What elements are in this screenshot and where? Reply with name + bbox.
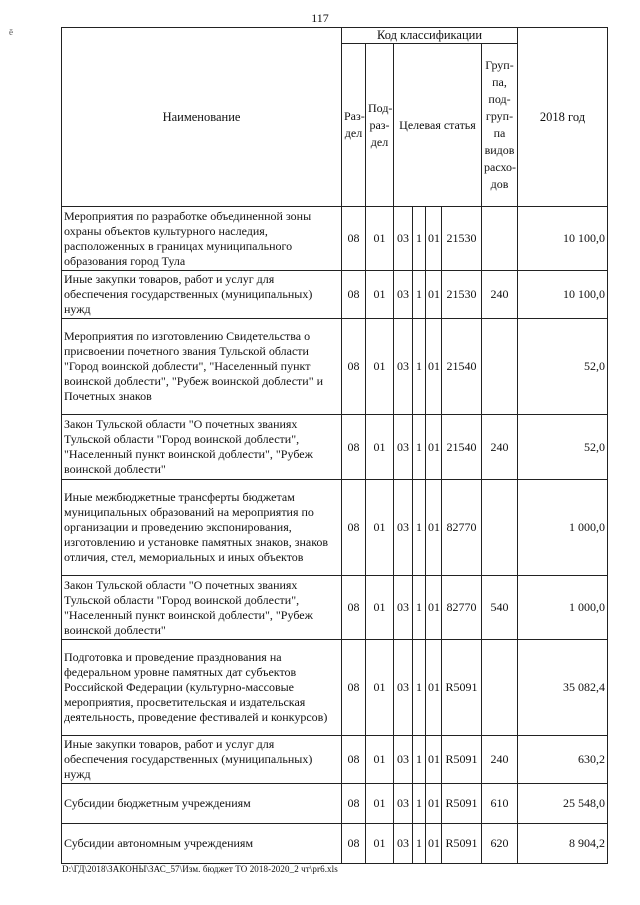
row-target-direction: 82770	[442, 480, 482, 576]
row-target-direction: R5091	[442, 824, 482, 864]
row-target-subprogram: 1	[413, 784, 426, 824]
row-amount: 8 904,2	[518, 824, 608, 864]
row-target-main-event: 01	[426, 824, 442, 864]
row-amount: 25 548,0	[518, 784, 608, 824]
row-target-subprogram: 1	[413, 480, 426, 576]
row-target-main-event: 01	[426, 207, 442, 271]
row-name: Закон Тульской области "О почетных званиях Тульской области "Город воинской доблести", "Населенный пункт воинской доблести", "Рубеж воинской доблести"	[62, 415, 342, 480]
row-target-direction: 21530	[442, 271, 482, 319]
footer-file-path: D:\ГД\2018\ЗАКОНЫ\ЗАС_57\Изм. бюджет ТО 2018-2020_2 чт\pr6.xls	[62, 864, 338, 874]
row-section: 08	[342, 207, 366, 271]
row-subsection: 01	[366, 824, 394, 864]
row-section: 08	[342, 319, 366, 415]
row-amount: 1 000,0	[518, 576, 608, 640]
header-name: Наименование	[62, 28, 342, 207]
row-target-main-event: 01	[426, 640, 442, 736]
row-expense-type: 540	[482, 576, 518, 640]
row-expense-type: 610	[482, 784, 518, 824]
header-section-text: Раз- дел	[344, 109, 365, 140]
row-expense-type: 620	[482, 824, 518, 864]
row-target-subprogram: 1	[413, 824, 426, 864]
row-name: Подготовка и проведение празднования на федеральном уровне памятных дат субъектов Российской Федерации (культурно-массовые мероприятия, просветительская и издательская деятельность, проведение фестивалей и конкурсов)	[62, 640, 342, 736]
row-expense-type: 240	[482, 415, 518, 480]
row-name: Мероприятия по изготовлению Свидетельства о присвоении почетного звания Тульской области "Город воинской доблести", "Населенный пункт воинской доблести", "Рубеж воинской доблести" и Почетных знаков	[62, 319, 342, 415]
row-target-program: 03	[394, 576, 413, 640]
row-subsection: 01	[366, 480, 394, 576]
row-name: Субсидии бюджетным учреждениям	[62, 784, 342, 824]
row-name: Мероприятия по разработке объединенной зоны охраны объектов культурного наследия, расположенных в границах муниципального образования город Тула	[62, 207, 342, 271]
row-name: Субсидии автономным учреждениям	[62, 824, 342, 864]
row-target-subprogram: 1	[413, 415, 426, 480]
row-target-program: 03	[394, 319, 413, 415]
row-subsection: 01	[366, 319, 394, 415]
row-section: 08	[342, 576, 366, 640]
header-group-text: Груп- па, под- груп- па видов расхо- дов	[484, 58, 517, 191]
row-section: 08	[342, 271, 366, 319]
row-section: 08	[342, 640, 366, 736]
row-section: 08	[342, 824, 366, 864]
row-section: 08	[342, 415, 366, 480]
row-expense-type: 240	[482, 736, 518, 784]
row-amount: 10 100,0	[518, 271, 608, 319]
table-row	[62, 319, 608, 415]
page-number: 117	[311, 11, 329, 25]
row-amount: 35 082,4	[518, 640, 608, 736]
row-amount: 630,2	[518, 736, 608, 784]
row-amount: 1 000,0	[518, 480, 608, 576]
row-name: Закон Тульской области "О почетных званиях Тульской области "Город воинской доблести", "Населенный пункт воинской доблести", "Рубеж воинской доблести"	[62, 576, 342, 640]
row-target-subprogram: 1	[413, 640, 426, 736]
row-target-subprogram: 1	[413, 319, 426, 415]
row-name: Иные закупки товаров, работ и услуг для обеспечения государственных (муниципальных) нужд	[62, 271, 342, 319]
row-section: 08	[342, 480, 366, 576]
row-amount: 52,0	[518, 319, 608, 415]
row-target-main-event: 01	[426, 271, 442, 319]
row-expense-type	[482, 319, 518, 415]
row-subsection: 01	[366, 784, 394, 824]
row-target-direction: R5091	[442, 640, 482, 736]
table-row	[62, 736, 608, 784]
header-target: Целевая статья	[394, 44, 482, 207]
row-target-main-event: 01	[426, 415, 442, 480]
row-target-direction: R5091	[442, 736, 482, 784]
row-section: 08	[342, 736, 366, 784]
row-expense-type	[482, 480, 518, 576]
row-target-program: 03	[394, 415, 413, 480]
row-target-program: 03	[394, 480, 413, 576]
header-subsection-text: Под- раз- дел	[368, 100, 393, 149]
row-subsection: 01	[366, 271, 394, 319]
table-row	[62, 480, 608, 576]
row-target-program: 03	[394, 271, 413, 319]
row-target-direction: 21540	[442, 415, 482, 480]
row-target-main-event: 01	[426, 576, 442, 640]
table-row	[62, 207, 608, 271]
row-expense-type	[482, 207, 518, 271]
margin-mark: ē	[9, 27, 13, 37]
row-target-subprogram: 1	[413, 207, 426, 271]
budget-table	[61, 27, 608, 864]
row-expense-type	[482, 640, 518, 736]
row-target-main-event: 01	[426, 736, 442, 784]
table-row	[62, 640, 608, 736]
table-row	[62, 415, 608, 480]
row-target-main-event: 01	[426, 784, 442, 824]
row-name: Иные межбюджетные трансферты бюджетам муниципальных образований на мероприятия по организации и проведению экспонирования, изготовлению и установке памятных знаков, знаков отличия, стел, мемориальных и иных объектов	[62, 480, 342, 576]
row-target-program: 03	[394, 784, 413, 824]
table-row	[62, 824, 608, 864]
table-row	[62, 271, 608, 319]
row-target-direction: 21530	[442, 207, 482, 271]
row-subsection: 01	[366, 736, 394, 784]
row-target-direction: 82770	[442, 576, 482, 640]
row-target-subprogram: 1	[413, 576, 426, 640]
row-target-direction: 21540	[442, 319, 482, 415]
row-target-program: 03	[394, 824, 413, 864]
row-expense-type: 240	[482, 271, 518, 319]
row-target-program: 03	[394, 207, 413, 271]
row-subsection: 01	[366, 207, 394, 271]
row-target-subprogram: 1	[413, 736, 426, 784]
row-target-program: 03	[394, 640, 413, 736]
row-subsection: 01	[366, 640, 394, 736]
row-target-program: 03	[394, 736, 413, 784]
row-target-main-event: 01	[426, 480, 442, 576]
header-subsection	[366, 44, 394, 207]
header-code: Код классификации	[342, 28, 518, 44]
row-section: 08	[342, 784, 366, 824]
header-section	[342, 44, 366, 207]
row-target-main-event: 01	[426, 319, 442, 415]
header-group	[482, 44, 518, 207]
row-amount: 10 100,0	[518, 207, 608, 271]
row-target-subprogram: 1	[413, 271, 426, 319]
row-subsection: 01	[366, 415, 394, 480]
table-row	[62, 576, 608, 640]
header-year: 2018 год	[518, 28, 608, 207]
row-subsection: 01	[366, 576, 394, 640]
row-target-direction: R5091	[442, 784, 482, 824]
row-name: Иные закупки товаров, работ и услуг для обеспечения государственных (муниципальных) нужд	[62, 736, 342, 784]
row-amount: 52,0	[518, 415, 608, 480]
table-row	[62, 784, 608, 824]
